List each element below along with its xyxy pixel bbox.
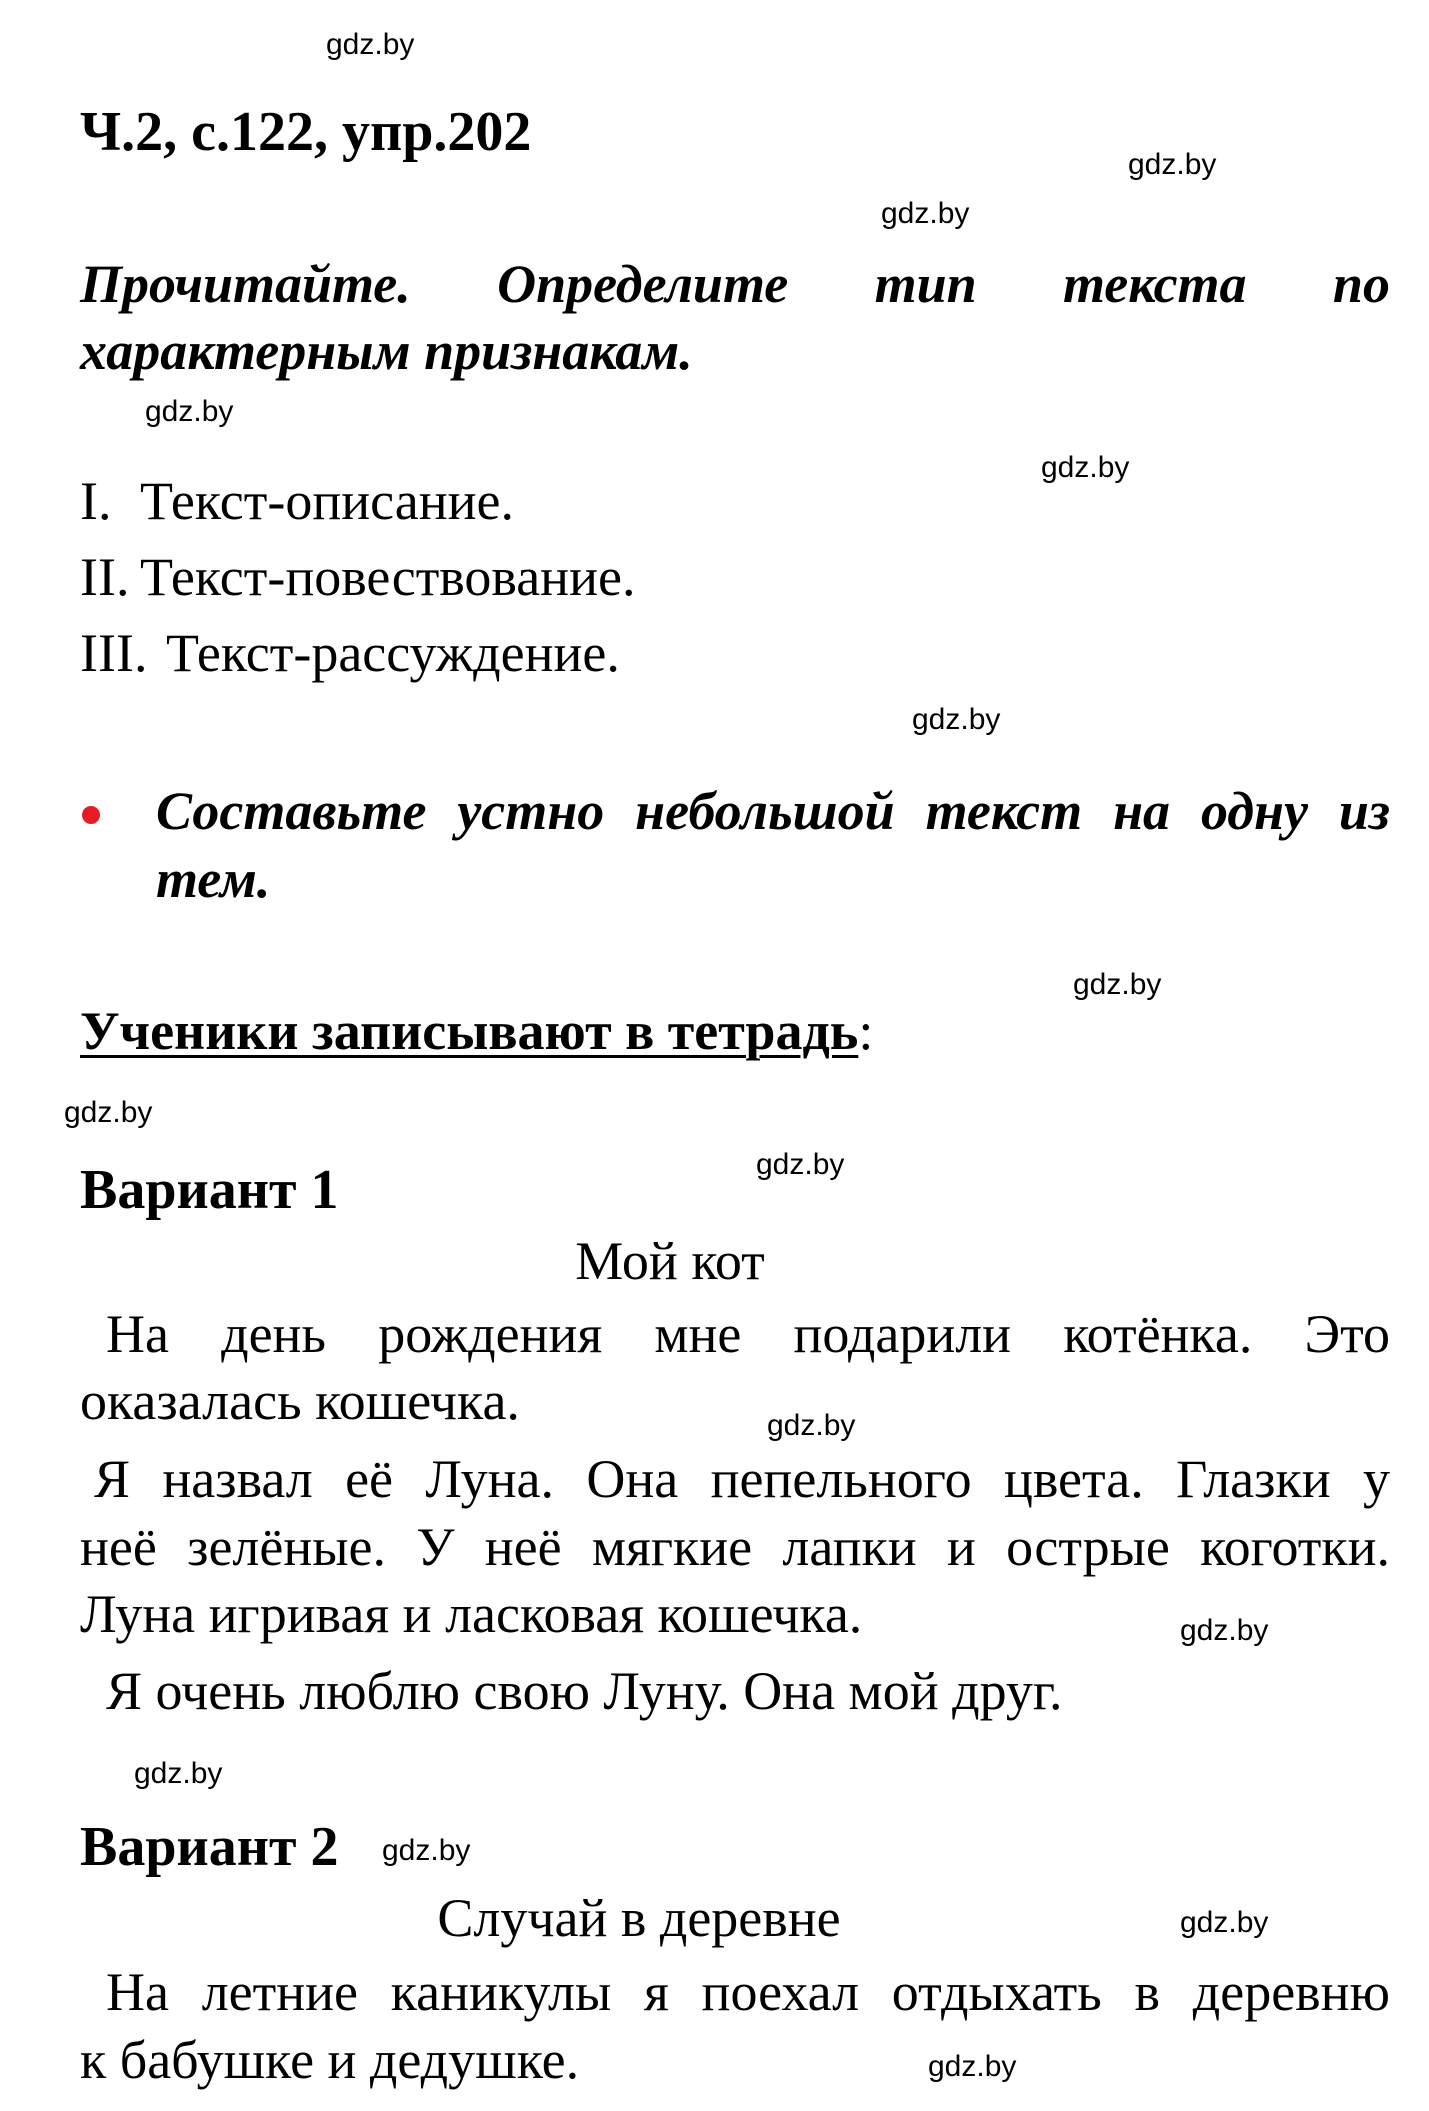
variant-1-label: Вариант 1 (80, 1159, 339, 1221)
task-word: по (1332, 254, 1390, 314)
bullet-task-line1 (156, 780, 1390, 842)
word: поехал (701, 1962, 860, 2022)
variant-2-title: Случай в деревне (437, 1888, 841, 1948)
word: я (643, 1962, 669, 2022)
word: На (106, 1962, 169, 2022)
word: её (345, 1449, 394, 1509)
bullet-task-word: небольшой (635, 781, 895, 841)
variant-1-paragraph-2-line-2 (80, 1516, 1390, 1578)
variant-1-paragraph-2-line-3: Луна игривая и ласковая кошечка. (80, 1584, 863, 1644)
word: котёнка. (1063, 1304, 1253, 1364)
word: летние (201, 1962, 358, 2022)
text-type-item (80, 470, 514, 532)
task-word: текста (1063, 254, 1247, 314)
word: в (1134, 1962, 1161, 2022)
word: Это (1304, 1304, 1390, 1364)
word: острые (1006, 1517, 1170, 1577)
watermark: gdz.by (326, 28, 415, 61)
watermark: gdz.by (382, 1834, 471, 1867)
word: у (1362, 1449, 1390, 1509)
task-word: Определите (497, 254, 789, 314)
variant-1-paragraph-1-line-1 (106, 1303, 1390, 1365)
word: лапки (782, 1517, 917, 1577)
bullet-task-word: текст (925, 781, 1083, 841)
word: неё (484, 1517, 562, 1577)
word: неё (80, 1517, 157, 1577)
word: мне (654, 1304, 742, 1364)
text-type-numeral: I. (80, 471, 112, 531)
text-type-label: Текст-повествование. (140, 547, 636, 607)
watermark: gdz.by (145, 395, 234, 428)
text-type-label: Текст-рассуждение. (166, 623, 620, 683)
variant-2-paragraph-1-line-1 (106, 1961, 1390, 2023)
students-note (80, 1000, 873, 1062)
word: мягкие (591, 1517, 753, 1577)
red-bullet-icon (82, 806, 100, 824)
watermark: gdz.by (134, 1757, 223, 1790)
word: пепельного (710, 1449, 972, 1509)
watermark: gdz.by (1041, 451, 1130, 484)
word: Луна. (425, 1449, 555, 1509)
word: На (106, 1304, 169, 1364)
variant-2-paragraph-1-line-2: к бабушке и дедушке. (80, 2030, 580, 2090)
watermark: gdz.by (1073, 968, 1162, 1001)
watermark: gdz.by (767, 1409, 856, 1442)
watermark: gdz.by (756, 1148, 845, 1181)
bullet-task-word: на (1113, 781, 1171, 841)
watermark: gdz.by (1180, 1614, 1269, 1647)
students-note-text: Ученики записывают в тетрадь (80, 1001, 859, 1061)
task-word: тип (874, 254, 977, 314)
text-type-numeral: III. (80, 623, 148, 683)
word: рождения (378, 1304, 603, 1364)
word: коготки. (1200, 1517, 1390, 1577)
word: каникулы (390, 1962, 612, 2022)
watermark: gdz.by (64, 1096, 153, 1129)
bullet-task-word: из (1338, 781, 1390, 841)
bullet-task-word: устно (457, 781, 605, 841)
word: отдыхать (891, 1962, 1102, 2022)
word: деревню (1192, 1962, 1390, 2022)
bullet-task-word: Составьте (156, 781, 427, 841)
variant-1-paragraph-3-line-1: Я очень люблю свою Луну. Она мой друг. (106, 1661, 1063, 1721)
word: Она (586, 1449, 679, 1509)
watermark: gdz.by (881, 197, 970, 230)
bullet-task-word: одну (1200, 781, 1308, 841)
text-type-numeral: II. (80, 547, 130, 607)
variant-2-label: Вариант 2 (80, 1816, 339, 1878)
word: зелёные. (187, 1517, 386, 1577)
word: Глазки (1176, 1449, 1331, 1509)
word: день (221, 1304, 327, 1364)
text-type-item (80, 622, 620, 684)
word: цвета. (1003, 1449, 1144, 1509)
task-word: Прочитайте. (80, 254, 411, 314)
task-instruction-line2: характерным признакам. (80, 321, 693, 381)
watermark: gdz.by (1128, 148, 1217, 181)
bullet-task-line2: тем. (156, 849, 271, 909)
watermark: gdz.by (1180, 1906, 1269, 1939)
word: подарили (793, 1304, 1012, 1364)
word: Я (94, 1449, 131, 1509)
watermark: gdz.by (928, 2050, 1017, 2083)
task-instruction-line1 (80, 253, 1390, 315)
text-type-label: Текст-описание. (140, 471, 514, 531)
word: У (416, 1517, 455, 1577)
students-note-colon: : (858, 1001, 874, 1061)
text-type-item (80, 546, 635, 608)
word: и (946, 1517, 976, 1577)
variant-1-paragraph-1-line-2: оказалась кошечка. (80, 1371, 520, 1431)
word: назвал (162, 1449, 313, 1509)
watermark: gdz.by (912, 703, 1001, 736)
page-heading: Ч.2, с.122, упр.202 (80, 101, 532, 163)
variant-1-title: Мой кот (575, 1231, 765, 1291)
variant-1-paragraph-2-line-1 (94, 1448, 1390, 1510)
